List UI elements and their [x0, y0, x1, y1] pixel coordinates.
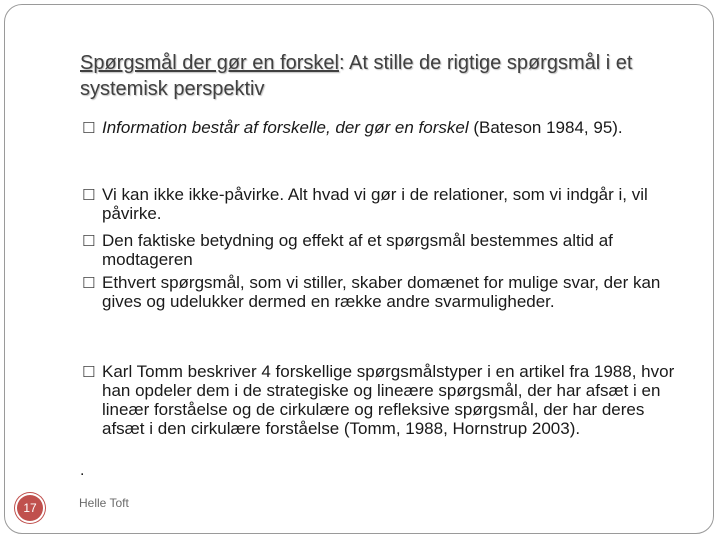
bullet-item	[82, 118, 682, 137]
bullet-italic-text: Information består af forskelle, der gør en forskel	[102, 118, 469, 137]
checkbox-bullet-icon: ☐	[82, 187, 96, 204]
slide-title	[80, 50, 690, 102]
title-underlined-part: Spørgsmål der gør en forskel	[80, 52, 339, 74]
bullet-text: Karl Tomm beskriver 4 forskellige spørgsmålstyper i en artikel fra 1988, hvor han opdeler dem i de strategiske og lineære spørgsmål, der har afsæt i en lineær forståelse og de cirkulære og refleksive spørgsmål, der har deres afsæt i den cirkulære forståelse (Tomm, 1988, Hornstrup 2003).	[102, 362, 675, 438]
checkbox-bullet-icon: ☐	[82, 364, 96, 381]
page-number-badge: 17	[15, 493, 45, 523]
bullet-item	[82, 185, 682, 223]
bullet-text: (Bateson 1984, 95).	[468, 118, 623, 137]
checkbox-bullet-icon: ☐	[82, 120, 96, 137]
checkbox-bullet-icon: ☐	[82, 275, 96, 292]
bullet-item	[82, 362, 682, 438]
trailing-dot: .	[80, 462, 85, 479]
bullet-text: Ethvert spørgsmål, som vi stiller, skaber domænet for mulige svar, der kan gives og udelukker dermed en række andre svarmuligheder.	[102, 273, 661, 311]
bullet-text: Den faktiske betydning og effekt af et spørgsmål bestemmes altid af modtageren	[102, 231, 613, 269]
title-rest: : At stille de rigtige spørgsmål i et systemisk perspektiv	[80, 52, 633, 100]
bullet-item	[82, 231, 682, 269]
bullet-item	[82, 273, 682, 311]
checkbox-bullet-icon: ☐	[82, 233, 96, 250]
footer-author: Helle Toft	[79, 496, 129, 510]
bullet-text: Vi kan ikke ikke-påvirke. Alt hvad vi gør i de relationer, som vi indgår i, vil påvirke.	[102, 185, 648, 223]
